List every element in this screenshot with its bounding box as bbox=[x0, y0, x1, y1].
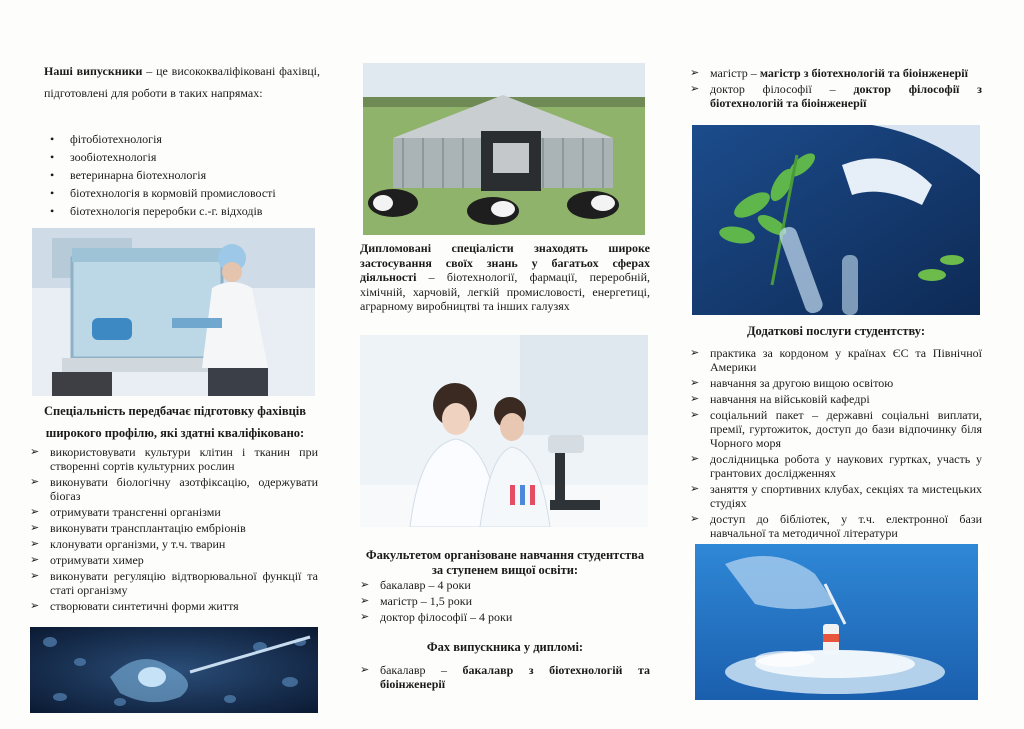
list-item: • зообіотехнологія bbox=[30, 148, 320, 166]
graduates-intro-text: – це висококваліфіковані фахівці, підготовлені для роботи в таких напрямах: bbox=[44, 64, 320, 100]
degrees-list bbox=[360, 578, 650, 626]
list-item: ➢ створювати синтетичні форми життя bbox=[30, 599, 318, 613]
diploma-list-part2 bbox=[690, 66, 982, 112]
list-item: ➢ отримувати химер bbox=[30, 553, 318, 567]
list-item bbox=[690, 82, 982, 110]
diploma-item-bold: доктор філософії з біотехнологій та біоінженерії bbox=[710, 82, 982, 110]
graduates-application bbox=[360, 241, 650, 314]
study-heading: Факультетом організоване навчання студентства за ступенем вищої освіти: bbox=[365, 548, 645, 577]
list-item: ➢ доступ до бібліотек, у т.ч. електронної бази навчальної та методичної літератури bbox=[690, 512, 982, 540]
services-list bbox=[690, 346, 982, 542]
graduates-application-text: – біотехнології, фармації, переробній, хімічній, харчовій, легкій промисловості, енергетиці, аграрному виробництві та інших галузях bbox=[360, 270, 650, 313]
list-item: ➢ виконувати регуляцію відтворювальної функції та статі організму bbox=[30, 569, 318, 597]
list-item: • біотехнологія в кормовій промисловості bbox=[30, 184, 320, 202]
list-item: ➢ навчання за другою вищою освітою bbox=[690, 376, 982, 390]
diploma-item-plain: магістр – bbox=[710, 66, 760, 80]
graduates-intro bbox=[44, 60, 320, 104]
skills-list bbox=[30, 445, 318, 615]
list-item: ➢ заняття у спортивних клубах, секціях та мистецьких студіях bbox=[690, 482, 982, 510]
list-item: ➢ бакалавр – 4 роки bbox=[360, 578, 650, 592]
directions-list bbox=[30, 130, 320, 220]
list-item: ➢ дослідницька робота у наукових гуртках, участь у грантових дослідженнях bbox=[690, 452, 982, 480]
lab-photo bbox=[32, 228, 315, 396]
diploma-item-plain: доктор філософії – bbox=[710, 82, 854, 96]
list-item: ➢ клонувати організми, у т.ч. тварин bbox=[30, 537, 318, 551]
list-item bbox=[690, 66, 982, 80]
graduates-intro-bold: Наші випускники bbox=[44, 64, 143, 78]
diploma-item-plain: бакалавр – bbox=[380, 663, 463, 677]
services-heading: Додаткові послуги студентству: bbox=[746, 324, 926, 338]
cell-photo bbox=[30, 627, 318, 713]
list-item: ➢ практика за кордоном у країнах ЄС та Північної Америки bbox=[690, 346, 982, 374]
diploma-list-part1 bbox=[360, 663, 650, 693]
diploma-item-bold: бакалавр з біотехнологій та біоінженерії bbox=[380, 663, 650, 691]
list-item bbox=[360, 663, 650, 691]
list-item: ➢ отримувати трансгенні організми bbox=[30, 505, 318, 519]
scientists-microscope-photo bbox=[360, 335, 648, 527]
list-item: ➢ навчання на військовій кафедрі bbox=[690, 392, 982, 406]
list-item: ➢ магістр – 1,5 роки bbox=[360, 594, 650, 608]
diploma-heading: Фах випускника у дипломі: bbox=[426, 640, 584, 654]
list-item: ➢ соціальний пакет – державні соціальні виплати, премії, гуртожиток, доступ до бази відпочинку біля Чорного моря bbox=[690, 408, 982, 450]
petri-dish-sample-photo bbox=[695, 544, 978, 700]
biogas-farm-photo bbox=[363, 63, 645, 235]
list-item: ➢ використовувати культури клітин і тканин при створенні сортів культурних рослин bbox=[30, 445, 318, 473]
graduates-application-bold: Дипломовані спеціалісти знаходять широке застосування своїх знань у багатьох сферах діяльності bbox=[360, 241, 650, 284]
plant-test-tube-photo bbox=[692, 125, 980, 315]
list-item: • фітобіотехнологія bbox=[30, 130, 320, 148]
diploma-item-bold: магістр з біотехнологій та біоінженерії bbox=[759, 66, 968, 80]
list-item: • біотехнологія переробки с.-г. відходів bbox=[30, 202, 320, 220]
list-item: • ветеринарна біотехнологія bbox=[30, 166, 320, 184]
list-item: ➢ виконувати біологічну азотфіксацію, одержувати біогаз bbox=[30, 475, 318, 503]
list-item: ➢ виконувати трансплантацію ембріонів bbox=[30, 521, 318, 535]
specialty-heading: Спеціальність передбачає підготовку фахівців широкого профілю, які здатні кваліфіковано: bbox=[43, 404, 307, 440]
list-item: ➢ доктор філософії – 4 роки bbox=[360, 610, 650, 624]
